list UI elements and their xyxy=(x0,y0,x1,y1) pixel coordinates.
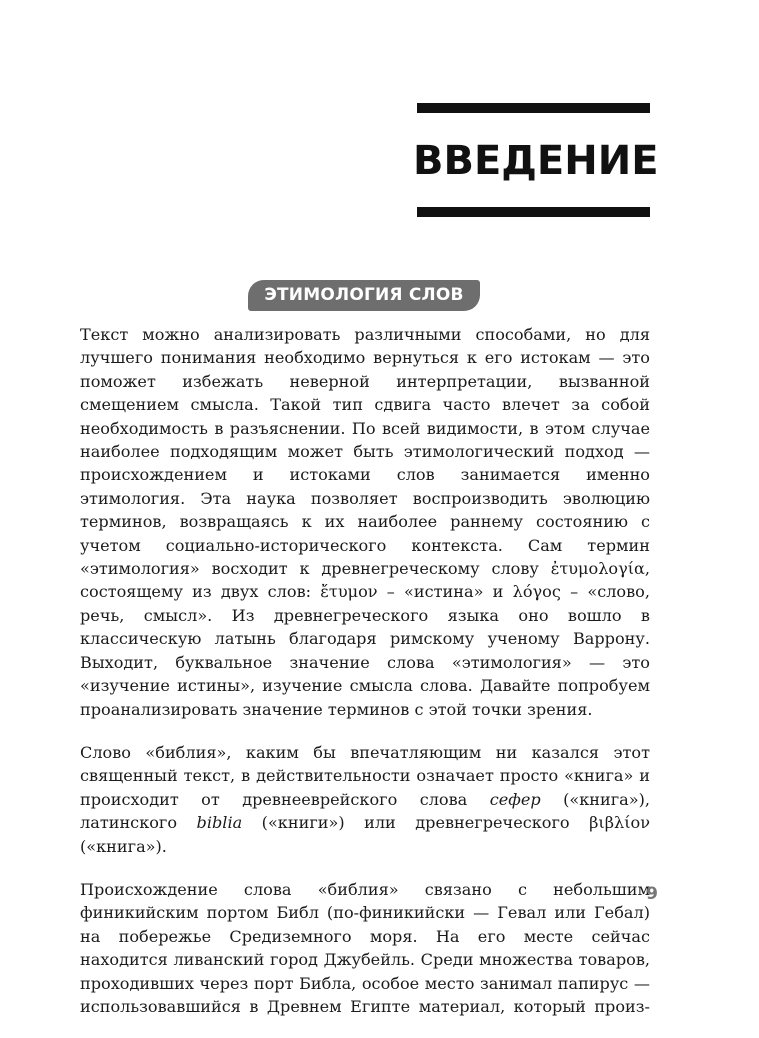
chapter-title-top-rule xyxy=(417,103,650,113)
paragraph-bible-word xyxy=(80,741,650,858)
page-number: 9 xyxy=(646,884,658,904)
paragraph-text: («книги») или древнегреческого βιβλίον («книга»). xyxy=(80,813,650,856)
italic-term-sefer: сефер xyxy=(489,789,541,809)
chapter-title-bottom-rule xyxy=(417,207,650,217)
body-text xyxy=(80,323,650,1038)
section-heading: ЭТИМОЛОГИЯ СЛОВ xyxy=(248,280,480,311)
italic-term-biblia: biblia xyxy=(196,813,243,833)
paragraph-byblos-origin: Происхождение слова «библия» связано с небольшим финикийским портом Библ (по-финикийски — Гевал или Гебал) на побережье Средиземного моря. На его месте сейчас находится ливанский город Джубейль. Среди множества товаров, проходивших через порт Библа, особое место занимал папирус — использовавшийся в Древнем Египте материал, который произ- xyxy=(80,879,650,1016)
paragraph-text: Слово «библия», каким бы впечатляющим ни казался этот священный текст, в действительности означает просто «книга» и происходит от древнееврейского слова xyxy=(80,742,650,809)
paragraph-text: («книга»), латинского xyxy=(80,789,650,833)
chapter-title: ВВЕДЕНИЕ xyxy=(413,138,659,184)
paragraph-etymology: Текст можно анализировать различными способами, но для лучшего понимания необходимо вернуться к его истокам — это поможет избежать неверной интерпретации, вызванной смещением смысла. Такой тип сдвига часто влечет за собой необходимость в разъяснении. По всей видимости, в этом случае наиболее подходящим может быть этимологический подход — происхождением и истоками слов занимается именно этимология. Эта наука позволяет воспроизводить эволюцию терминов, возвращаясь к их наиболее раннему состоянию с учетом социально-исторического контекста. Сам термин «этимология» восходит к древнегреческому слову ἐτυμολογία, состоящему из двух слов: ἔτυμον – «истина» и λόγος – «слово, речь, смысл». Из древнегреческого языка оно вошло в классическую латынь благодаря римскому ученому Варрону. Выходит, буквальное значение слова «этимология» — это «изучение истины», изучение смысла слова. Давайте попробуем проанализировать значение терминов с этой точки зрения. xyxy=(80,325,650,719)
